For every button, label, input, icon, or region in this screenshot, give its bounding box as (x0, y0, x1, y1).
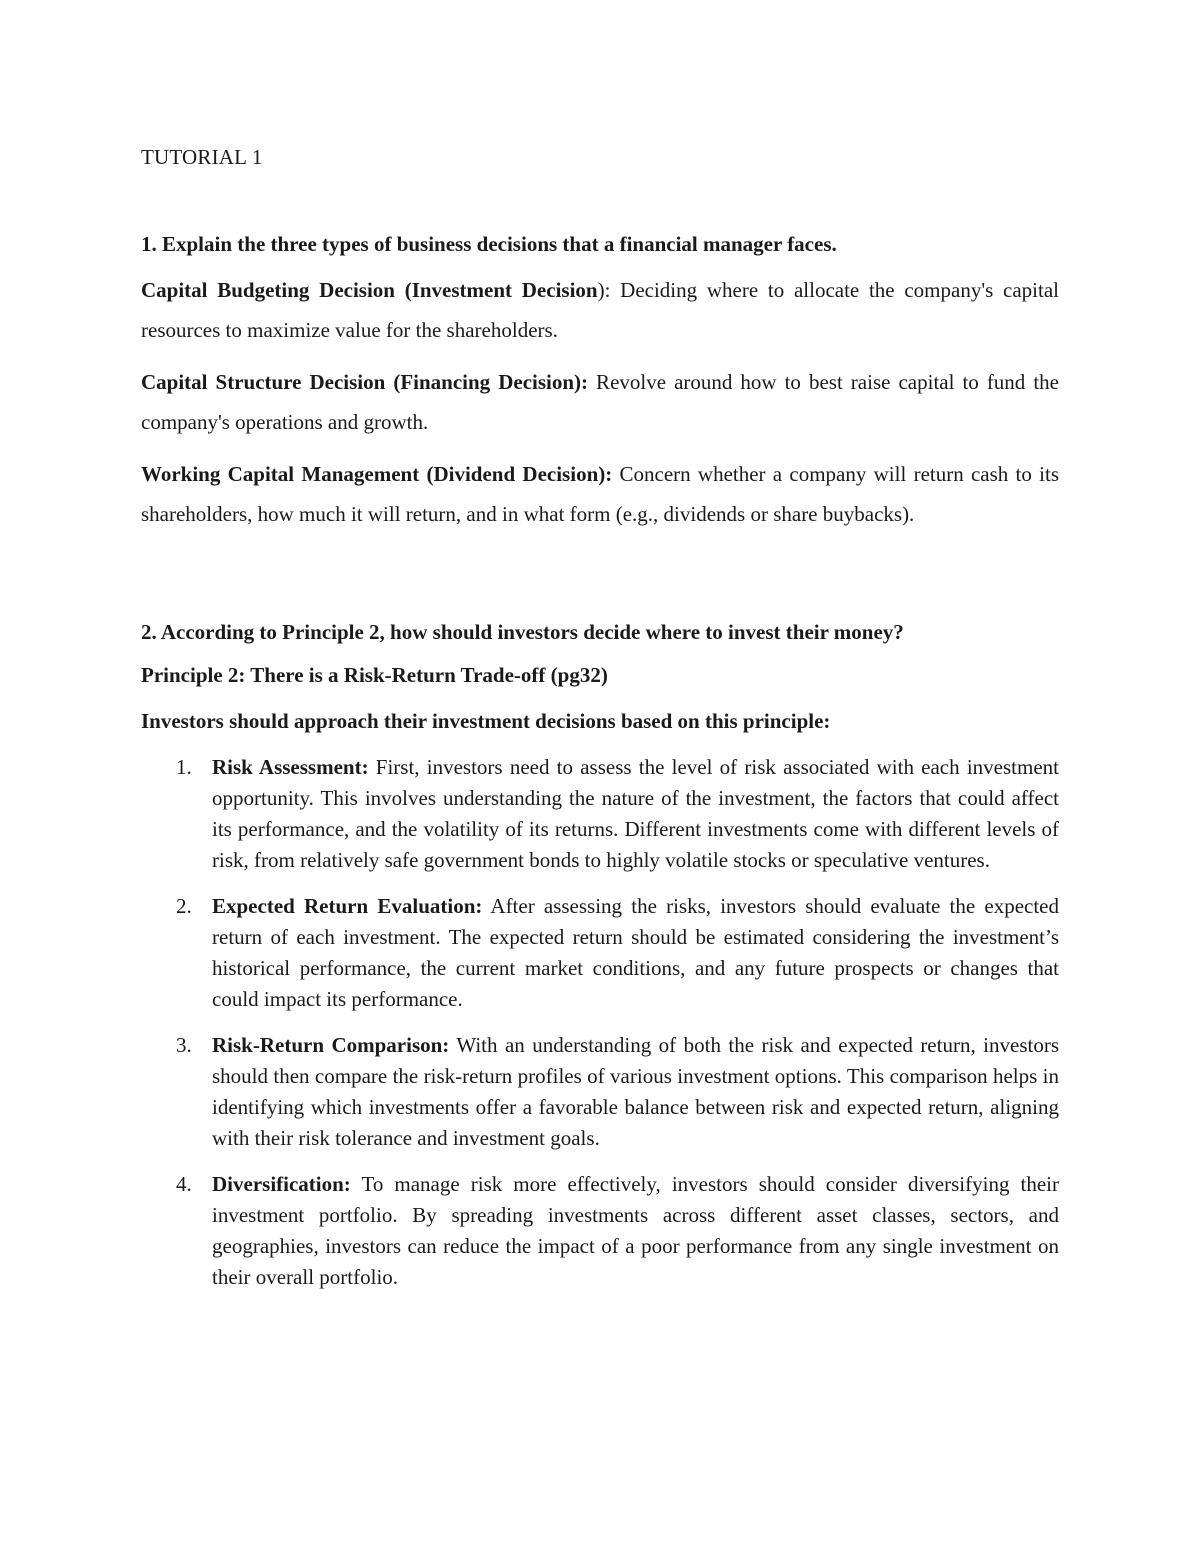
list-item-text: After assessing the risks, investors should evaluate the expected return of each investment. The expected return should be estimated considering the investment’s historical performance, the current market conditions, and any future prospects or changes that could impact its performance. (212, 894, 1060, 1011)
list-item-risk-return-comparison (141, 1030, 1059, 1154)
decision-description: Revolve around how to best raise capital to fund the company's operations and growth. (141, 370, 1059, 434)
decision-description: ): Deciding where to allocate the company's capital resources to maximize value for the shareholders. (141, 278, 1059, 342)
investment-steps-list (141, 752, 1059, 1293)
list-item-number: 3. (176, 1033, 192, 1057)
list-item-text: To manage risk more effectively, investors should consider diversifying their investment portfolio. By spreading investments across different asset classes, sectors, and geographies, investors can reduce the impact of a poor performance from any single investment on their overall portfolio. (212, 1172, 1059, 1289)
document-title: TUTORIAL 1 (141, 145, 263, 169)
list-item-term: Diversification: (212, 1172, 351, 1196)
principle-intro: Investors should approach their investment decisions based on this principle: (141, 709, 831, 733)
decision-working-capital (141, 454, 1059, 534)
list-item-text: With an understanding of both the risk and expected return, investors should then compare the risk-return profiles of various investment options. This comparison helps in identifying which investments offer a favorable balance between risk and expected return, aligning with their risk tolerance and investment goals. (212, 1033, 1059, 1150)
list-item-risk-assessment (141, 752, 1059, 876)
list-item-number: 4. (176, 1172, 192, 1196)
list-item-number: 1. (176, 755, 192, 779)
question-2: 2. According to Principle 2, how should investors decide where to invest their money? (141, 620, 904, 644)
list-item-term: Expected Return Evaluation: (212, 894, 483, 918)
decision-capital-budgeting (141, 270, 1059, 350)
document-body (141, 140, 1059, 1308)
question-1: 1. Explain the three types of business decisions that a financial manager faces. (141, 232, 837, 256)
decision-term: Working Capital Management (Dividend Decision): (141, 462, 613, 486)
decision-term: Capital Budgeting Decision (Investment Decision (141, 278, 598, 302)
list-item-expected-return (141, 891, 1059, 1015)
list-item-term: Risk-Return Comparison: (212, 1033, 450, 1057)
decision-capital-structure (141, 362, 1059, 442)
decision-term: Capital Structure Decision (Financing Decision): (141, 370, 589, 394)
list-item-text: First, investors need to assess the level of risk associated with each investment opportunity. This involves understanding the nature of the investment, the factors that could affect its performance, and the volatility of its returns. Different investments come with different levels of risk, from relatively safe government bonds to highly volatile stocks or speculative ventures. (212, 755, 1059, 872)
list-item-diversification (141, 1169, 1059, 1293)
list-item-number: 2. (176, 894, 192, 918)
list-item-term: Risk Assessment: (212, 755, 369, 779)
decision-description: Concern whether a company will return cash to its shareholders, how much it will return, and in what form (e.g., dividends or share buybacks). (141, 462, 1059, 526)
principle-heading: Principle 2: There is a Risk-Return Trade-off (pg32) (141, 663, 608, 687)
